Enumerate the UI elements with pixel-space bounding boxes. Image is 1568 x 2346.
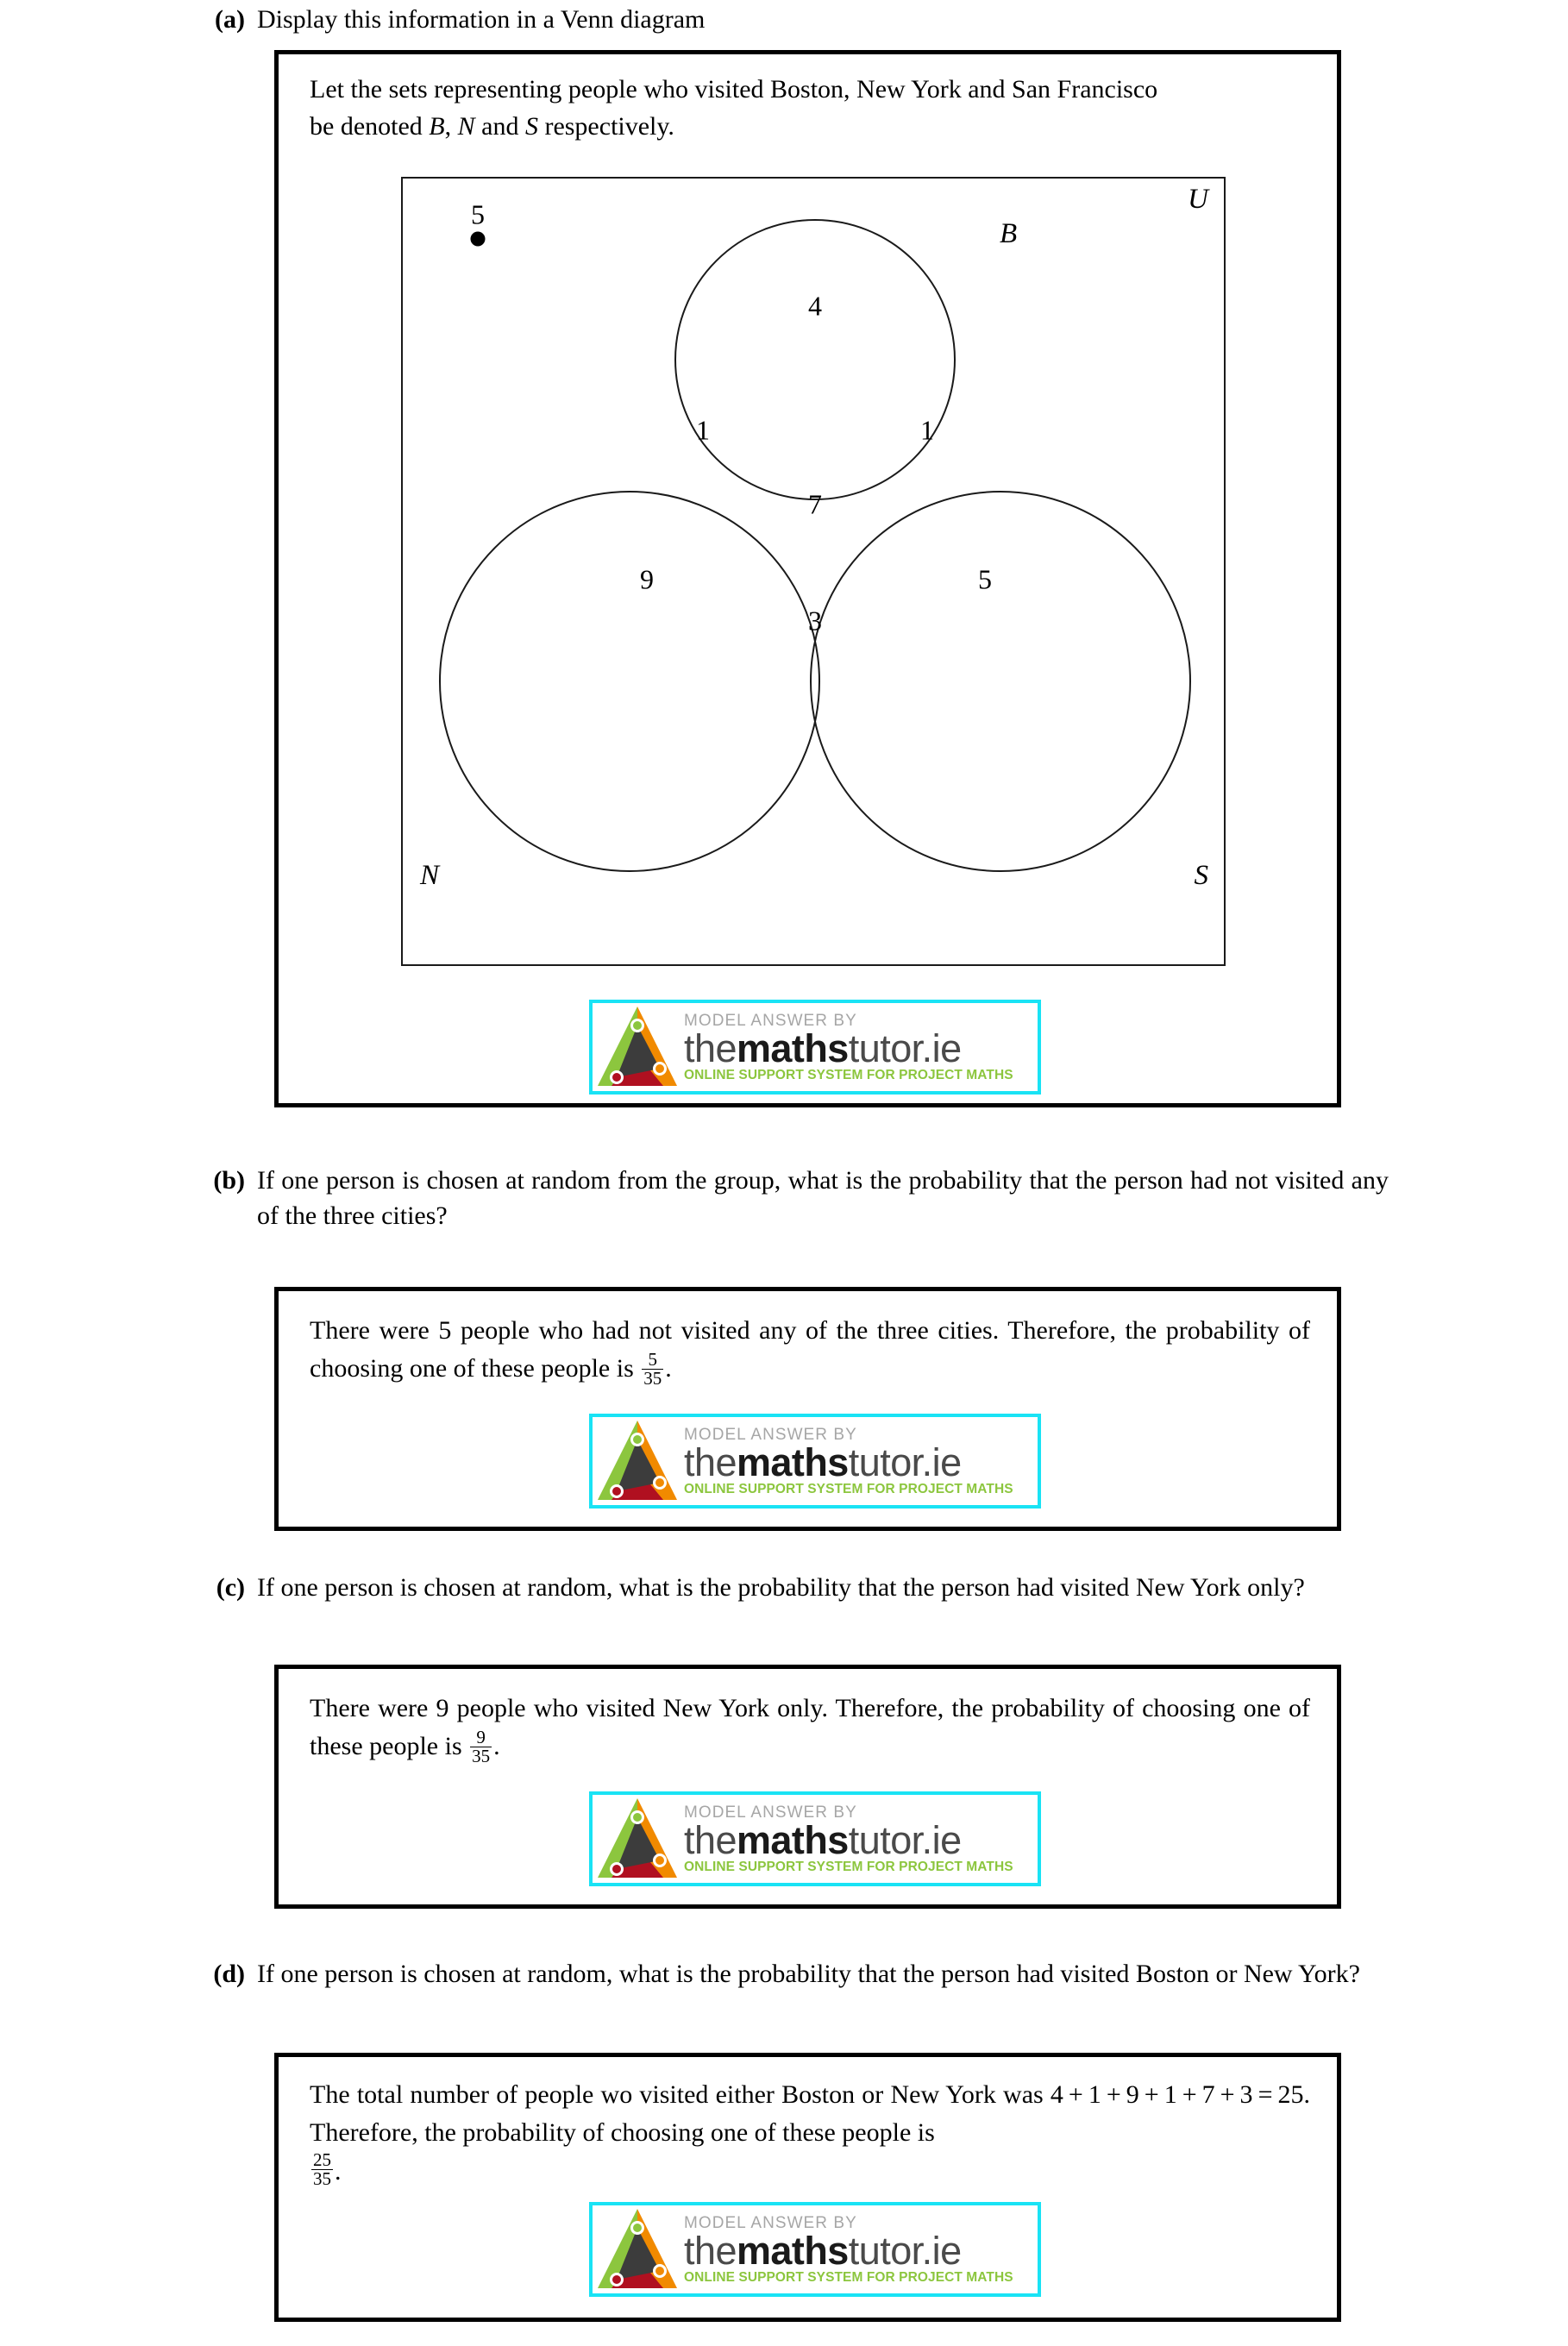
logo-brand-the: the <box>684 1817 737 1862</box>
answer-c-text <box>310 1690 1310 1766</box>
logo-brand-tutor: tutor <box>848 1026 922 1070</box>
logo-brand-tutor: tutor <box>848 1817 922 1862</box>
venn-intro-set-s: S <box>524 111 538 141</box>
venn-count-outside-all: 5 <box>471 198 485 230</box>
venn-intro-line2-pre: be denoted <box>310 111 430 141</box>
venn-outside-dot-icon <box>471 232 486 247</box>
logo-triangle-icon <box>594 1419 681 1503</box>
venn-label-boston: B <box>1000 218 1018 249</box>
question-b-prompt <box>207 1163 1389 1234</box>
venn-count-boston-and-new-york: 1 <box>696 414 710 446</box>
logo-brand-tutor: tutor <box>848 1440 922 1484</box>
logo-b[interactable] <box>589 1414 1041 1509</box>
question-d-text: If one person is chosen at random, what is the probability that the person had visited Boston or New York? <box>257 1960 1360 1988</box>
logo-c[interactable] <box>589 1791 1041 1886</box>
venn-count-san-francisco-only: 5 <box>978 563 992 595</box>
venn-intro-sep2: and <box>474 111 525 141</box>
answer-d-part2: . <box>335 2157 342 2186</box>
logo-brand-tld: .ie <box>921 1817 962 1862</box>
logo-brand-maths: maths <box>736 1817 849 1862</box>
answer-box-a <box>274 50 1341 1107</box>
question-c-label: (c) <box>216 1573 245 1602</box>
logo-brand <box>684 1817 1034 1862</box>
logo-brand-tld: .ie <box>921 1440 962 1484</box>
answer-b-fraction-denominator: 35 <box>643 1367 662 1389</box>
answer-b-part1: There were 5 people who had not visited any of the three cities. Therefore, the probability of choosing one of these people is <box>310 1316 1310 1383</box>
venn-label-san-francisco: S <box>1194 860 1208 891</box>
venn-count-boston-only: 4 <box>808 290 822 322</box>
answer-d-part1: The total number of people wo visited either Boston or New York was 4 + 1 + 9 + 1 + 7 + 3 = 25. Therefore, the probability of choosing one of these people is <box>310 2080 1310 2147</box>
question-c-text: If one person is chosen at random, what is the probability that the person had visited New York only? <box>257 1573 1305 1602</box>
logo-brand-maths: maths <box>736 1440 849 1484</box>
answer-c-fraction-denominator: 35 <box>472 1745 491 1766</box>
answer-b-part2: . <box>665 1353 672 1383</box>
answer-box-c <box>274 1665 1341 1909</box>
answer-d-fraction-denominator: 35 <box>313 2168 331 2190</box>
logo-brand <box>684 2228 1034 2273</box>
logo-d[interactable] <box>589 2202 1041 2297</box>
answer-b-fraction <box>642 1348 663 1389</box>
logo-triangle-icon <box>594 1797 681 1881</box>
venn-intro-line2-post: respectively. <box>537 111 674 141</box>
question-c-prompt <box>207 1570 1389 1605</box>
answer-b-fraction-numerator: 5 <box>648 1348 657 1370</box>
logo-tagline-bottom: ONLINE SUPPORT SYSTEM FOR PROJECT MATHS <box>684 2269 1013 2285</box>
logo-brand <box>684 1026 1034 1070</box>
venn-count-all-three: 7 <box>808 488 822 520</box>
logo-brand <box>684 1440 1034 1484</box>
logo-tagline-bottom: ONLINE SUPPORT SYSTEM FOR PROJECT MATHS <box>684 1481 1013 1496</box>
question-b-label: (b) <box>213 1166 245 1195</box>
logo-tagline-top: MODEL ANSWER BY <box>684 2213 857 2232</box>
answer-box-d <box>274 2053 1341 2322</box>
logo-brand-tutor: tutor <box>848 2228 922 2273</box>
question-a-text: Display this information in a Venn diagram <box>257 5 706 34</box>
logo-triangle-icon <box>594 2207 681 2292</box>
logo-brand-the: the <box>684 1440 737 1484</box>
venn-count-boston-and-san-francisco: 1 <box>920 414 934 446</box>
answer-d-fraction <box>311 2151 333 2189</box>
question-b-text: If one person is chosen at random from the group, what is the probability that the person had not visited any of the three cities? <box>257 1166 1389 1231</box>
logo-tagline-top: MODEL ANSWER BY <box>684 1803 857 1822</box>
answer-c-part2: . <box>493 1731 500 1760</box>
question-d-prompt <box>207 1956 1389 1992</box>
logo-a[interactable] <box>589 1000 1041 1095</box>
venn-intro-set-n: N <box>457 111 475 141</box>
venn-intro-line1: Let the sets representing people who visited Boston, New York and San Francisco <box>310 75 1158 104</box>
answer-c-fraction-numerator: 9 <box>476 1726 486 1747</box>
logo-brand-maths: maths <box>736 1026 849 1070</box>
logo-tagline-bottom: ONLINE SUPPORT SYSTEM FOR PROJECT MATHS <box>684 1067 1013 1082</box>
answer-box-b <box>274 1287 1341 1531</box>
venn-circle-san-francisco <box>811 492 1190 871</box>
answer-d-text <box>310 2076 1310 2191</box>
answer-c-fraction <box>470 1728 492 1766</box>
venn-diagram <box>401 177 1226 966</box>
logo-triangle-icon <box>594 1005 681 1089</box>
venn-label-universe: U <box>1188 184 1208 215</box>
logo-tagline-top: MODEL ANSWER BY <box>684 1425 857 1444</box>
venn-count-new-york-only: 9 <box>640 563 654 595</box>
question-d-label: (d) <box>213 1960 245 1988</box>
venn-circle-boston <box>675 220 955 499</box>
venn-intro-text <box>310 72 1310 145</box>
answer-b-text <box>310 1312 1310 1388</box>
logo-brand-the: the <box>684 2228 737 2273</box>
logo-brand-the: the <box>684 1026 737 1070</box>
answer-d-fraction-numerator: 25 <box>313 2149 331 2170</box>
logo-brand-tld: .ie <box>921 2228 962 2273</box>
question-a-prompt <box>207 2 1345 37</box>
answer-c-part1: There were 9 people who visited New York only. Therefore, the probability of choosing one of these people is <box>310 1694 1310 1760</box>
venn-intro-sep1: , <box>444 111 458 141</box>
logo-brand-maths: maths <box>736 2228 849 2273</box>
venn-intro-set-b: B <box>429 111 445 141</box>
venn-count-new-york-and-san-francisco: 3 <box>808 605 822 637</box>
logo-brand-tld: .ie <box>921 1026 962 1070</box>
venn-label-new-york: N <box>420 860 440 891</box>
venn-circle-new-york <box>440 492 819 871</box>
logo-tagline-bottom: ONLINE SUPPORT SYSTEM FOR PROJECT MATHS <box>684 1859 1013 1874</box>
question-a-label: (a) <box>215 5 245 34</box>
logo-tagline-top: MODEL ANSWER BY <box>684 1011 857 1030</box>
